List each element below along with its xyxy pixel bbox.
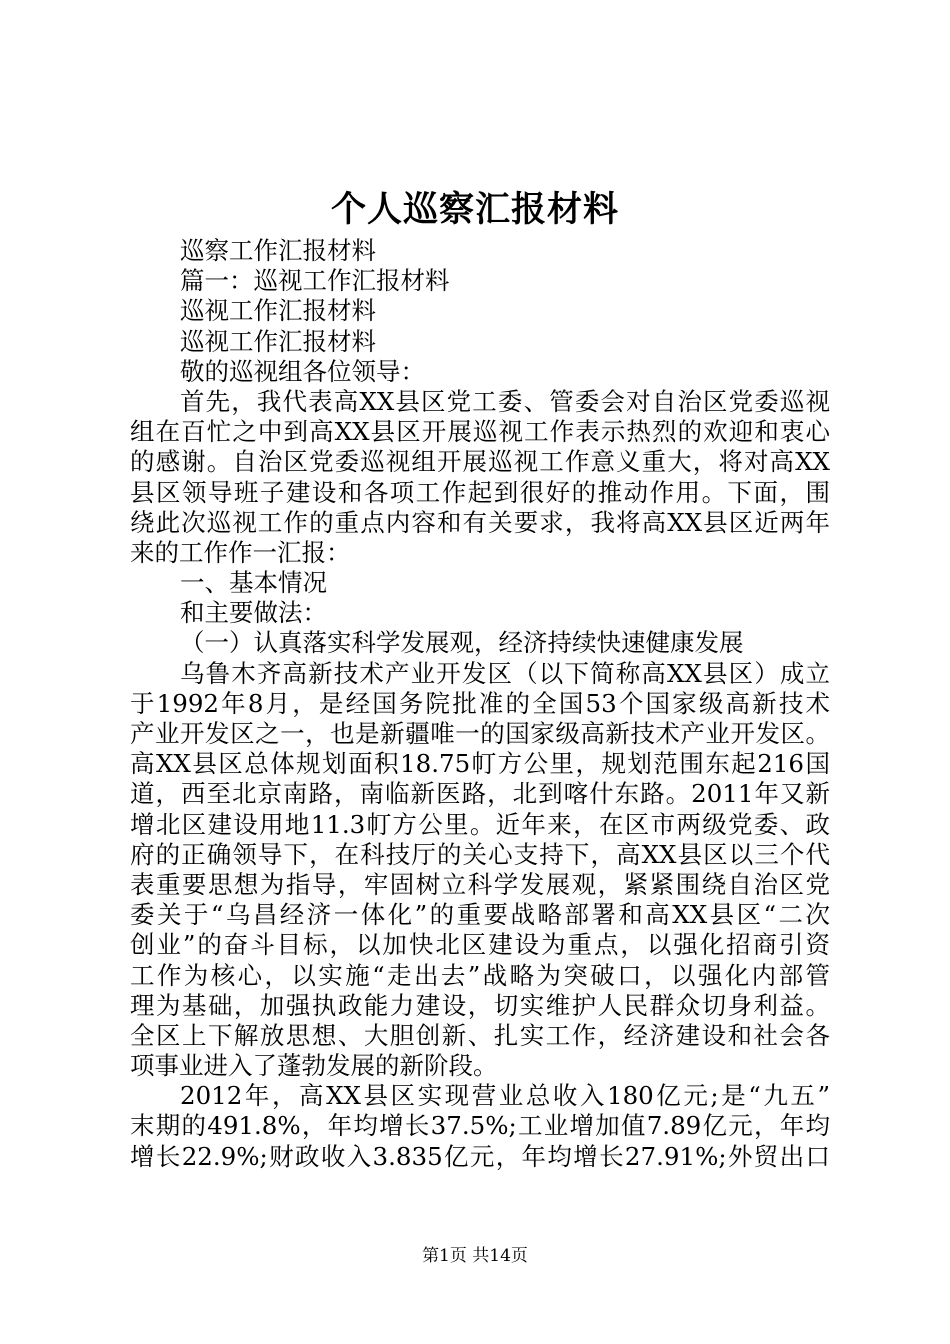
body-line: 委关于“乌昌经济一体化”的重要战略部署和高XX县区“二次 (130, 900, 830, 930)
body-line: 首先，我代表高XX县区党工委、管委会对自治区党委巡视 (180, 386, 830, 416)
body-line: 2012年，高XX县区实现营业总收入180亿元;是“九五” (180, 1081, 830, 1111)
body-line: 敬的巡视组各位领导： (180, 356, 425, 386)
body-line: （一）认真落实科学发展观，经济持续快速健康发展 (180, 628, 744, 658)
body-line: 增长22.9%;财政收入3.835亿元，年均增长27.91%;外贸出口 (130, 1141, 830, 1171)
body-line: 乌鲁木齐高新技术产业开发区（以下简称高XX县区）成立 (180, 658, 830, 688)
body-line: 增北区建设用地11.3帄方公里。近年来，在区市两级党委、政 (130, 809, 830, 839)
body-line: 工作为核心，以实施“走出去”战略为突破口，以强化内部管 (130, 960, 830, 990)
body-line: 表重要思想为指导，牢固树立科学发展观，紧紧围绕自治区党 (130, 869, 830, 899)
body-line: 巡视工作汇报材料 (180, 296, 376, 326)
body-line: 的感谢。自治区党委巡视组开展巡视工作意义重大，将对高XX (130, 447, 830, 477)
body-line: 全区上下解放思想、大胆创新、扎实工作，经济建设和社会各 (130, 1020, 830, 1050)
body-line: 高XX县区总体规划面积18.75帄方公里，规划范围东起216国 (130, 749, 830, 779)
body-line: 于1992年8月，是经国务院批准的全国53个国家级高新技术 (130, 688, 830, 718)
body-line: 来的工作作一汇报： (130, 537, 351, 567)
body-line: 创业”的奋斗目标，以加快北区建设为重点，以强化招商引资 (130, 930, 830, 960)
body-line: 篇一：巡视工作汇报材料 (180, 266, 450, 296)
body-line: 项事业进入了蓬勃发展的新阶段。 (130, 1051, 498, 1081)
body-line: 组在百忙之中到高XX县区开展巡视工作表示热烈的欢迎和衷心 (130, 417, 830, 447)
body-line: 巡察工作汇报材料 (180, 236, 376, 265)
body-line: 巡视工作汇报材料 (180, 326, 376, 356)
body-line: 绕此次巡视工作的重点内容和有关要求，我将高XX县区近两年 (130, 507, 830, 537)
document-body (130, 236, 830, 1172)
body-line: 产业开发区之一，也是新疆唯一的国家级高新技术产业开发区。 (130, 719, 830, 748)
body-line: 末期的491.8%，年均增长37.5%;工业增加值7.89亿元，年均 (130, 1111, 830, 1141)
page-footer: 第1页 共14页 (422, 1246, 528, 1266)
document-title: 个人巡察汇报材料 (330, 189, 619, 230)
body-line: 一、基本情况 (180, 568, 327, 598)
body-line: 理为基础，加强执政能力建设，切实维护人民群众切身利益。 (130, 990, 830, 1020)
body-line: 县区领导班子建设和各项工作起到很好的推动作用。下面，围 (130, 477, 830, 507)
body-line: 道，西至北京南路，南临新医路，北到喀什东路。2011年又新 (130, 779, 830, 809)
body-line: 和主要做法： (180, 598, 327, 628)
body-line: 府的正确领导下，在科技厅的关心支持下，高XX县区以三个代 (130, 839, 830, 869)
